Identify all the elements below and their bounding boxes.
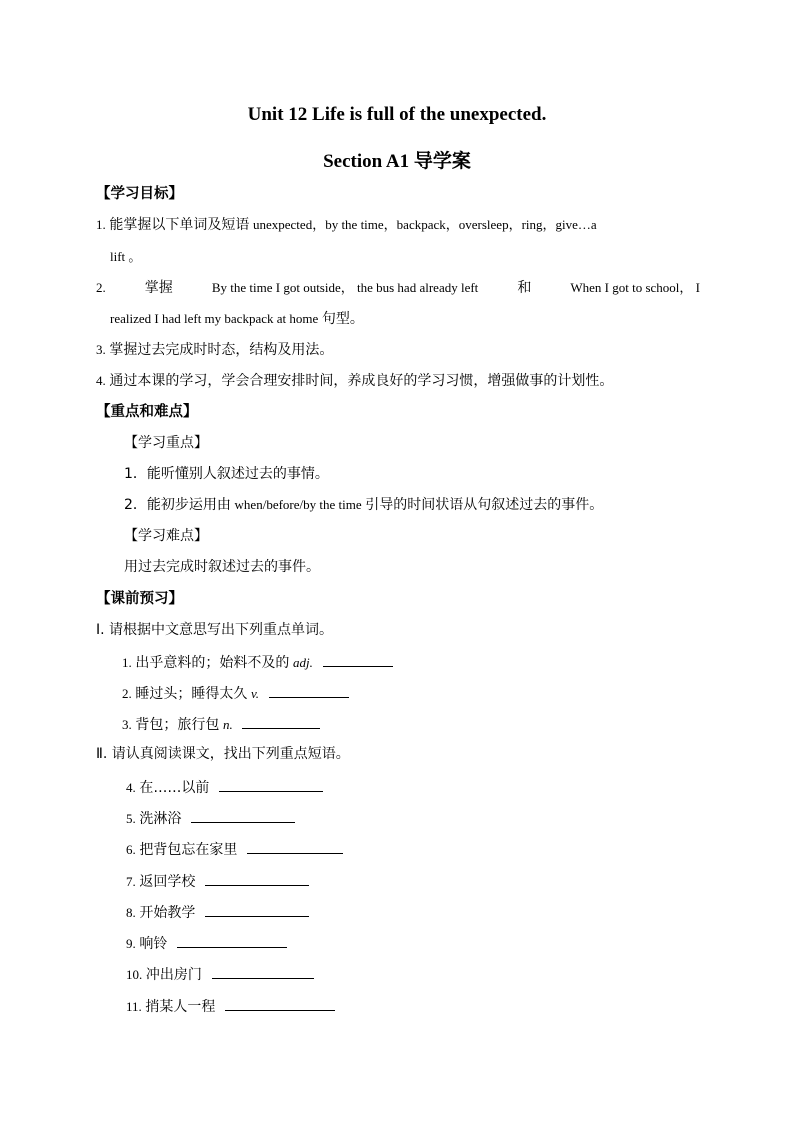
difficulty-heading: 【学习难点】 <box>124 528 208 544</box>
goal-2-num: 2. <box>96 280 106 295</box>
focus-item-2 <box>124 496 603 514</box>
phrase-item-10 <box>126 964 314 984</box>
goal-3-num: 3. <box>96 342 106 357</box>
goal-1-line1 <box>96 216 698 234</box>
word-1-pos: adj. <box>293 655 313 670</box>
part1-label: Ⅰ. 请根据中文意思写出下列重点单词。 <box>96 622 334 638</box>
part2-label: Ⅱ. 请认真阅读课文，找出下列重点短语。 <box>96 746 350 762</box>
answer-blank[interactable] <box>205 902 309 917</box>
phrase-item-4 <box>126 777 323 797</box>
focus-1-num: 1． <box>124 466 147 482</box>
word-1-num: 1. <box>122 655 132 670</box>
answer-blank[interactable] <box>177 933 287 948</box>
answer-blank[interactable] <box>191 808 295 823</box>
phrase-4-num: 4. <box>126 780 136 795</box>
focus-2-cn2: 引导的时间状语从句叙述过去的事件。 <box>365 497 604 513</box>
phrase-item-9 <box>126 933 287 953</box>
word-2-pos: v. <box>251 686 260 701</box>
phrase-9-cn: 响铃 <box>139 936 168 952</box>
phrase-8-num: 8. <box>126 905 136 920</box>
phrase-5-num: 5. <box>126 811 136 826</box>
word-3-pos: n. <box>223 717 233 732</box>
answer-blank[interactable] <box>205 871 309 886</box>
phrase-10-cn: 冲出房门 <box>145 967 202 983</box>
goal-1-line2: lift 。 <box>110 249 142 264</box>
goal-1-en: unexpected，by the time，backpack，oversleep，ring，give…a <box>253 217 597 232</box>
phrase-item-8 <box>126 902 309 922</box>
focus-2-cn1: 能初步运用由 <box>146 497 231 513</box>
phrase-item-11 <box>126 996 335 1016</box>
phrase-11-num: 11. <box>126 999 142 1014</box>
goal-1-cn: 能掌握以下单词及短语 <box>109 217 250 233</box>
answer-blank[interactable] <box>225 996 335 1011</box>
phrase-item-6 <box>126 839 343 859</box>
phrase-4-cn: 在……以前 <box>139 780 210 796</box>
phrase-10-num: 10. <box>126 967 143 982</box>
phrase-8-cn: 开始教学 <box>139 905 196 921</box>
goal-2-line1 <box>96 279 700 297</box>
word-3-cn: 背包；旅行包 <box>135 717 220 733</box>
word-2-cn: 睡过头；睡得太久 <box>135 686 248 702</box>
answer-blank[interactable] <box>247 839 343 854</box>
phrase-9-num: 9. <box>126 936 136 951</box>
phrase-item-7 <box>126 871 309 891</box>
answer-blank[interactable] <box>219 777 323 792</box>
word-2-num: 2. <box>122 686 132 701</box>
goal-2-en: By the time I got outside， the bus had already left <box>211 280 479 295</box>
goal-3-text: 掌握过去完成时时态，结构及用法。 <box>109 342 334 358</box>
phrase-6-num: 6. <box>126 842 136 857</box>
phrase-7-cn: 返回学校 <box>139 874 196 890</box>
word-item-2 <box>122 683 349 703</box>
goal-2-and: 和 <box>517 280 532 296</box>
key-heading: 【重点和难点】 <box>96 404 198 420</box>
focus-heading: 【学习重点】 <box>124 435 208 451</box>
word-item-1 <box>122 652 393 672</box>
goal-2-line2 <box>110 310 364 328</box>
phrase-item-5 <box>126 808 295 828</box>
goal-1-num: 1. <box>96 217 106 232</box>
answer-blank[interactable] <box>242 714 320 729</box>
word-item-3 <box>122 714 320 734</box>
focus-2-en: when/before/by the time <box>234 497 362 512</box>
page-subtitle: Section A1 导学案 <box>323 151 471 172</box>
answer-blank[interactable] <box>212 964 314 979</box>
answer-blank[interactable] <box>323 652 393 667</box>
word-3-num: 3. <box>122 717 132 732</box>
goal-4-num: 4. <box>96 373 106 388</box>
phrase-11-cn: 捎某人一程 <box>145 999 216 1015</box>
goal-2-line2-en: realized I had left my backpack at home <box>110 311 319 326</box>
goals-heading: 【学习目标】 <box>96 186 183 202</box>
word-1-cn: 出乎意料的；始料不及的 <box>135 655 290 671</box>
goal-3 <box>96 341 333 359</box>
goal-2-line2-cn: 句型。 <box>321 311 364 327</box>
goal-4 <box>96 372 613 390</box>
focus-item-1 <box>124 465 329 483</box>
answer-blank[interactable] <box>269 683 349 698</box>
focus-2-num: 2． <box>124 497 147 513</box>
goal-2-cn: 掌握 <box>144 280 173 296</box>
goal-2-en2: When I got to school， I <box>570 280 700 295</box>
phrase-7-num: 7. <box>126 874 136 889</box>
preview-heading: 【课前预习】 <box>96 591 183 607</box>
page-title: Unit 12 Life is full of the unexpected. <box>247 104 547 125</box>
goal-4-text: 通过本课的学习，学会合理安排时间，养成良好的学习习惯，增强做事的计划性。 <box>109 373 614 389</box>
focus-1-text: 能听懂别人叙述过去的事情。 <box>146 466 329 482</box>
phrase-6-cn: 把背包忘在家里 <box>139 842 238 858</box>
phrase-5-cn: 洗淋浴 <box>139 811 182 827</box>
difficulty-text: 用过去完成时叙述过去的事件。 <box>124 559 320 575</box>
